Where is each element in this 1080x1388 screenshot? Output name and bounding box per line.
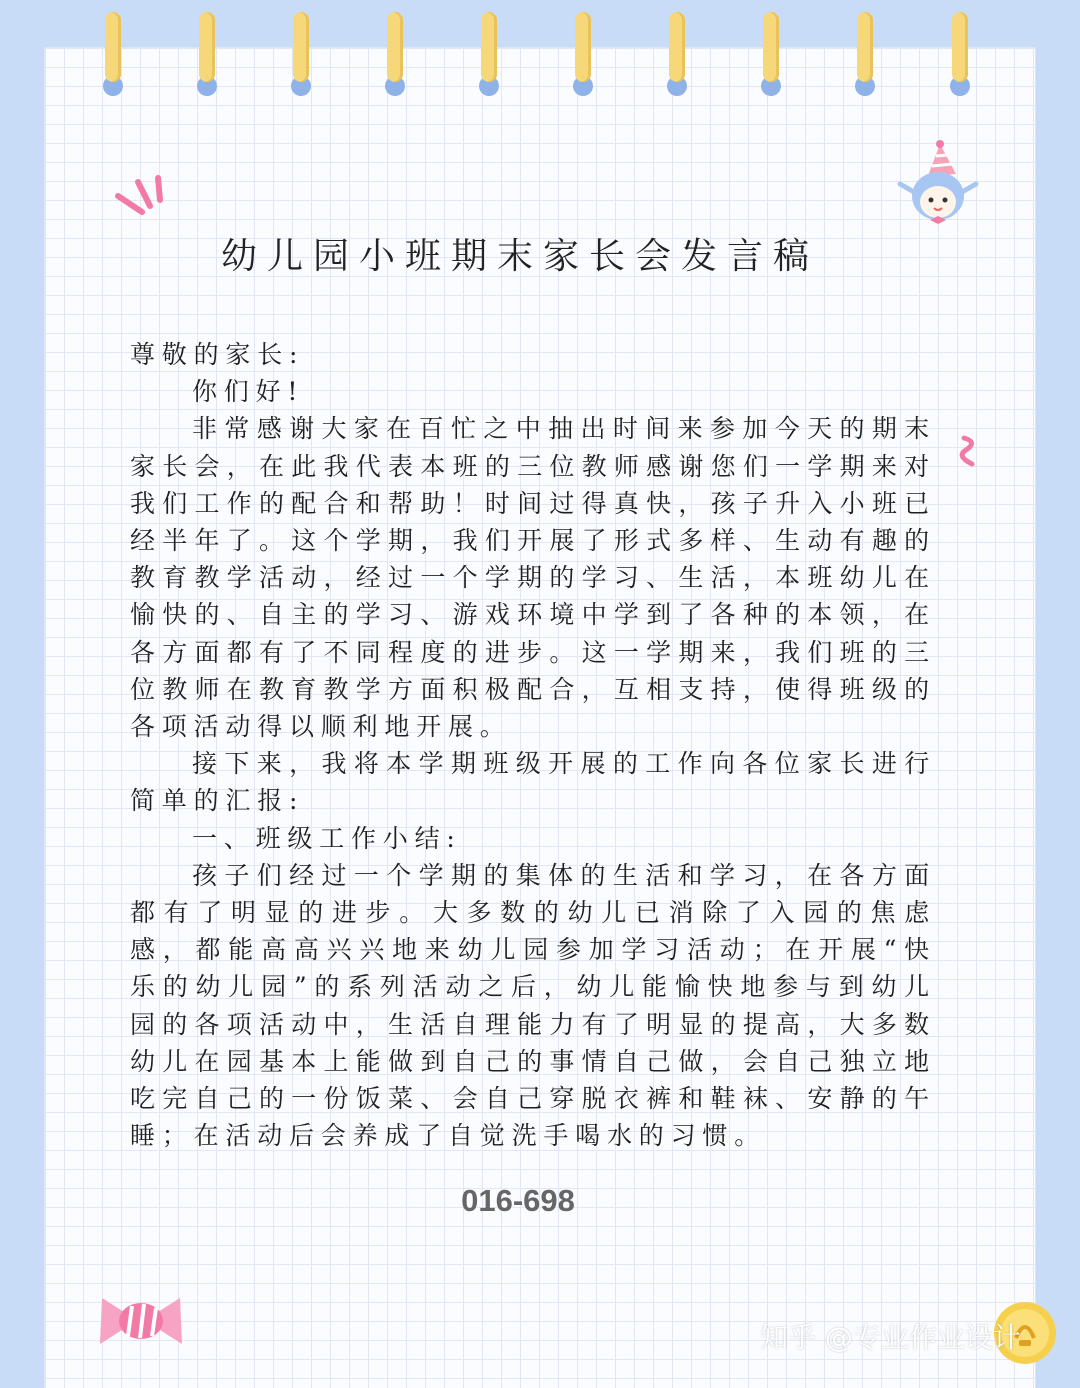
letter-body	[130, 336, 936, 1154]
document-code: 016-698	[461, 1183, 575, 1218]
sparkle-lines-icon	[112, 172, 168, 220]
paragraph: 孩子们经过一个学期的集体的生活和学习，在各方面都有了明显的进步。大多数的幼儿已消除了入园的焦虑感，都能高高兴兴地来幼儿园参加学习活动；在开展“快乐的幼儿园”的系列活动之后，幼儿能愉快地参与到幼儿园的各项活动中，生活自理能力有了明显的提高，大多数幼儿在园基本上能做到自己的事情自己做，会自己独立地吃完自己的一份饭菜、会自己穿脱衣裤和鞋袜、安静的午睡；在活动后会养成了自觉洗手喝水的习惯。	[130, 860, 936, 1151]
binder-ring	[761, 12, 781, 92]
candy-icon	[98, 1290, 184, 1352]
binder-ring	[855, 12, 875, 92]
girl-party-hat-icon	[890, 140, 990, 230]
page-title: 幼儿园小班期末家长会发言稿	[220, 236, 819, 277]
watermark: 知乎 @专业作业设计	[760, 1321, 1021, 1354]
binder-ring	[385, 12, 405, 92]
binder-ring	[479, 12, 499, 92]
binder-ring	[573, 12, 593, 92]
binder-ring	[291, 12, 311, 92]
binder-ring	[103, 12, 123, 92]
binder-ring	[950, 12, 970, 92]
binder-ring	[667, 12, 687, 92]
binder-ring	[197, 12, 217, 92]
salutation: 尊敬的家长:	[130, 340, 305, 369]
squiggle-icon	[958, 432, 984, 472]
greeting: 你们好!	[192, 377, 305, 407]
paragraph: 非常感谢大家在百忙之中抽出时间来参加今天的期末家长会，在此我代表本班的三位教师感谢您们一学期来对我们工作的配合和帮助！时间过得真快，孩子升入小班已经半年了。这个学期，我们开展了形式多样、生动有趣的教育教学活动，经过一个学期的学习、生活，本班幼儿在愉快的、自主的学习、游戏环境中学到了各种的本领，在各方面都有了不同程度的进步。这一学期来，我们班的三位教师在教育教学方面积极配合，互相支持，使得班级的各项活动得以顺利地开展。	[130, 414, 936, 742]
paragraph: 接下来，我将本学期班级开展的工作向各位家长进行简单的汇报:	[130, 749, 936, 816]
section-heading: 一、班级工作小结:	[192, 823, 462, 853]
